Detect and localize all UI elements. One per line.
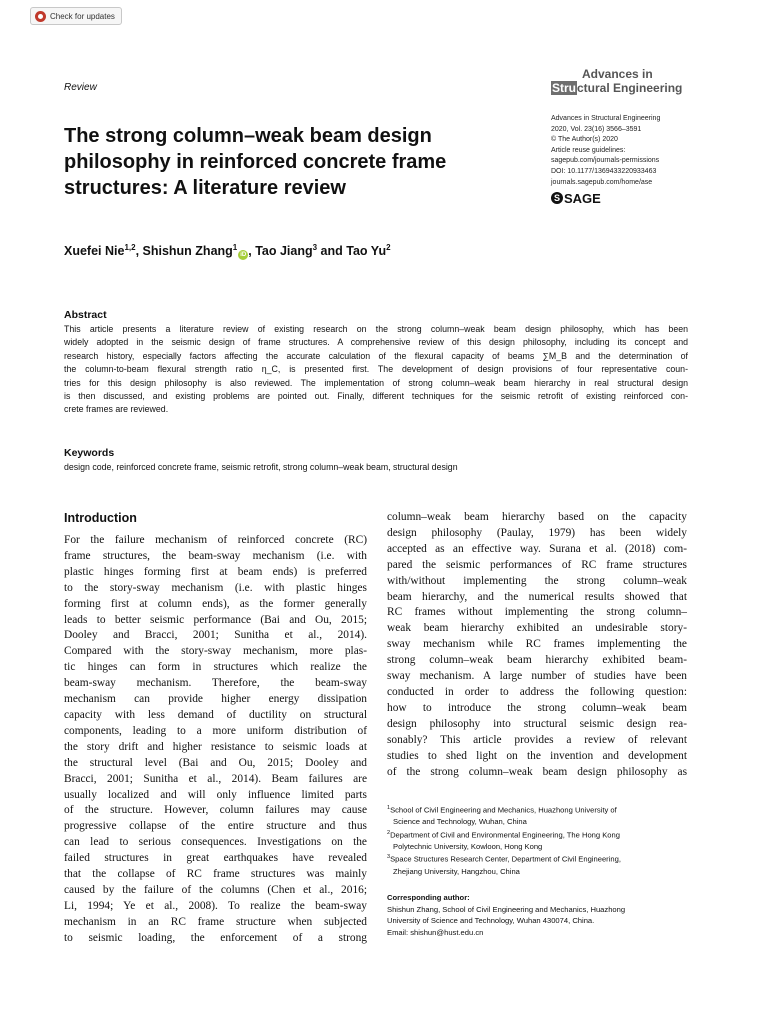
affiliation-marker: 3 [387,854,391,861]
affiliations [387,803,687,877]
abstract-heading: Abstract [64,309,107,321]
body-line: Bracci, 2001; Sunitha et al., 2014). Beam failures are [64,772,367,785]
journal-logo-line2 [551,81,682,95]
check-for-updates-label: Check for updates [50,11,115,21]
copyright: © The Author(s) 2020 [551,136,618,144]
body-line: the story drift and higher resistance to seismic loads at [64,740,367,753]
body-line: pared the seismic performances of RC frame structures [387,558,687,571]
corresponding-author-line: Shishun Zhang, School of Civil Engineering and Mechanics, Huazhong [387,904,626,914]
body-line: of the structure. However, column failures may cause [64,804,367,817]
body-line: sway mechanism while RC frames implementing the [387,638,687,651]
body-line: can lead to serious consequences. Investigations on the [64,836,367,849]
body-line: of the strong column–weak beam design philosophy as [387,765,687,778]
abstract-line: is then discussed, and existing problems are pointed out. Finally, different techniques for the seismic retrofit of existing reinforced con- [64,391,688,402]
body-line: studies to shed light on the invention and development [387,749,687,762]
publisher-name: SAGE [564,190,601,206]
affiliation-text: Zhejiang University, Hangzhou, China [393,866,520,876]
body-line: capacity with less demand of ductility on structural [64,708,367,721]
body-line: design philosophy into structural seismic design rea- [387,717,687,730]
author-separator: , [135,244,143,259]
author-affiliation-marker: 1,2 [124,243,136,252]
body-line: components, leading to a more uniform distribution of [64,724,367,737]
corresponding-author-email[interactable]: Email: shishun@hust.edu.cn [387,927,484,937]
author-affiliation-marker: 1 [232,243,238,252]
affiliation-text: Science and Technology, Wuhan, China [393,817,527,827]
orcid-icon[interactable]: iD [240,252,247,259]
body-line: failed structures in great earthquakes have revealed [64,852,367,865]
body-line: leads to better seismic performance (Bai and Ou, 2015; [64,613,367,626]
body-line: RC frames without implementing the strong column– [387,606,687,619]
abstract-text [64,323,688,417]
corresponding-author-heading: Corresponding author: [387,893,470,902]
abstract-line: tries for this design philosophy is also reviewed. The implementation of strong column–weak beam hierarchy in real structural design [64,377,688,388]
abstract-line: crete frames are reviewed. [64,404,169,415]
affiliation-marker: 1 [387,805,391,811]
article-title: The strong column–weak beam design philosophy in reinforced concrete frame structures: A literature review [64,125,447,199]
body-line: frame structures, the beam-sway mechanism (i.e. with [64,549,367,562]
publisher-logo [551,190,601,206]
affiliation-line [387,852,687,865]
body-line: sway mechanism. A large number of studies have been [387,670,687,683]
permissions-link[interactable]: sagepub.com/journals-permissions [551,157,660,165]
body-line: that the collapse of RC frame structures was mainly [64,868,367,881]
journal-logo-rest-text: ctural Engineering [577,81,683,95]
affiliation-text: Department of Civil and Environmental Engineering, The Hong Kong [390,830,620,840]
check-for-updates-badge[interactable] [30,7,122,25]
author-separator: and [317,244,347,259]
body-line: Li, 1994; Ye et al., 2008). To realize the beam-sway [64,899,367,912]
body-line: with/without implementing the strong column–weak [387,574,687,587]
body-line: to the story-sway mechanism (i.e. with plastic hinges [64,581,367,594]
author-name[interactable]: Shishun Zhang [142,244,233,259]
body-line: mechanism can provide higher energy dissipation [64,693,367,706]
body-line: beam hierarchy, and the numerical results showed that [387,590,687,603]
sage-logo-icon: S [551,192,563,204]
body-line: Compared with the story-sway mechanism, more plas- [64,645,367,658]
body-line: plastic hinges forming first at beam ends) is preferred [64,565,367,578]
body-line: caused by the failure of the columns (Chen et al., 2016; [64,883,367,896]
author-name[interactable]: Tao Jiang [255,244,313,259]
reuse-guidelines-label: Article reuse guidelines: [551,146,626,154]
body-line: For the failure mechanism of reinforced concrete (RC) [64,534,367,546]
body-line: the structural level (Bai and Ou, 2015; Dooley and [64,756,367,769]
body-column-right [387,510,687,780]
body-line: progressive collapse of the entire structure and thus [64,820,367,833]
journal-logo-line1: Advances in [582,67,653,81]
body-line: to seismic loading, the enforcement of a strong [64,931,367,944]
introduction-heading: Introduction [64,511,137,525]
affiliation-text: Space Structures Research Center, Department of Civil Engineering, [390,854,621,864]
body-line: column–weak beam hierarchy based on the capacity [387,511,687,523]
author-affiliation-marker: 2 [386,243,391,252]
journal-logo [551,68,701,96]
abstract-line: This article presents a literature review of existing research on the strong column–weak beam design philosophy, which has been [64,324,688,334]
keywords-heading: Keywords [64,447,115,459]
author-affiliation-marker: 3 [312,243,318,252]
body-line: Dooley and Bracci, 2001; Sunitha et al., 2014). [64,629,367,642]
affiliation-line [387,803,687,816]
body-line: weak beam hierarchy exhibited an undesirable story- [387,622,687,635]
article-type-label: Review [64,82,97,93]
update-check-icon [35,11,46,22]
author-separator: , [248,244,256,259]
body-line: strong column–weak beam hierarchy exhibited beam- [387,654,687,667]
body-line: conducted in order to address the following question: [387,685,687,698]
author-name[interactable]: Xuefei Nie [64,244,125,259]
journal-logo-boxed-text: Stru [552,81,576,95]
doi[interactable]: DOI: 10.1177/1369433220933463 [551,167,657,175]
journal-name: Advances in Structural Engineering [551,115,661,122]
body-line: forming first at column ends), as the former generally [64,597,367,610]
body-line: usually localized and will only influence limited parts [64,788,367,801]
author-name[interactable]: Tao Yu [346,244,387,259]
abstract-line: the column-to-beam flexural strength ratio η_C, is presented first. The development of design provisions of four representative coun- [64,364,688,375]
abstract-line: widely adopted in the seismic design of frame structures. A comprehensive review of this design philosophy, including its concept and [64,337,688,348]
body-line: sonably? This article provides a review of relevant [387,733,687,746]
corresponding-author [387,892,687,938]
body-line: mechanism in an RC frame structure when subjected [64,915,367,928]
affiliation-text: Polytechnic University, Kowloon, Hong Kong [393,841,543,851]
publication-info [551,114,721,188]
affiliation-line [387,828,687,841]
volume-info: 2020, Vol. 23(16) 3566–3591 [551,125,642,133]
affiliation-marker: 2 [387,829,391,836]
journal-home-link[interactable]: journals.sagepub.com/home/ase [551,178,653,186]
body-line: tic hinges can form in structures which realize the [64,661,367,674]
body-line: design philosophy (Paulay, 1979) has been widely [387,526,687,539]
abstract-line: research history, especially factors affecting the accurate calculation of the flexural capacity of beams ∑M_B and the determination of [64,350,688,361]
body-column-left [64,533,367,947]
body-line: how to introduce the strong column–weak beam [387,701,687,714]
author-list [64,243,391,260]
keywords-text: design code, reinforced concrete frame, seismic retrofit, strong column–weak beam, structural design [64,462,458,472]
body-line: accepted as an effective way. Surana et al. (2018) com- [387,542,687,555]
affiliation-text: School of Civil Engineering and Mechanics, Huazhong University of [390,805,617,815]
corresponding-author-line: University of Science and Technology, Wuhan 430074, China. [387,916,595,926]
body-line: beam-sway mechanism. Therefore, the beam-sway [64,677,367,690]
